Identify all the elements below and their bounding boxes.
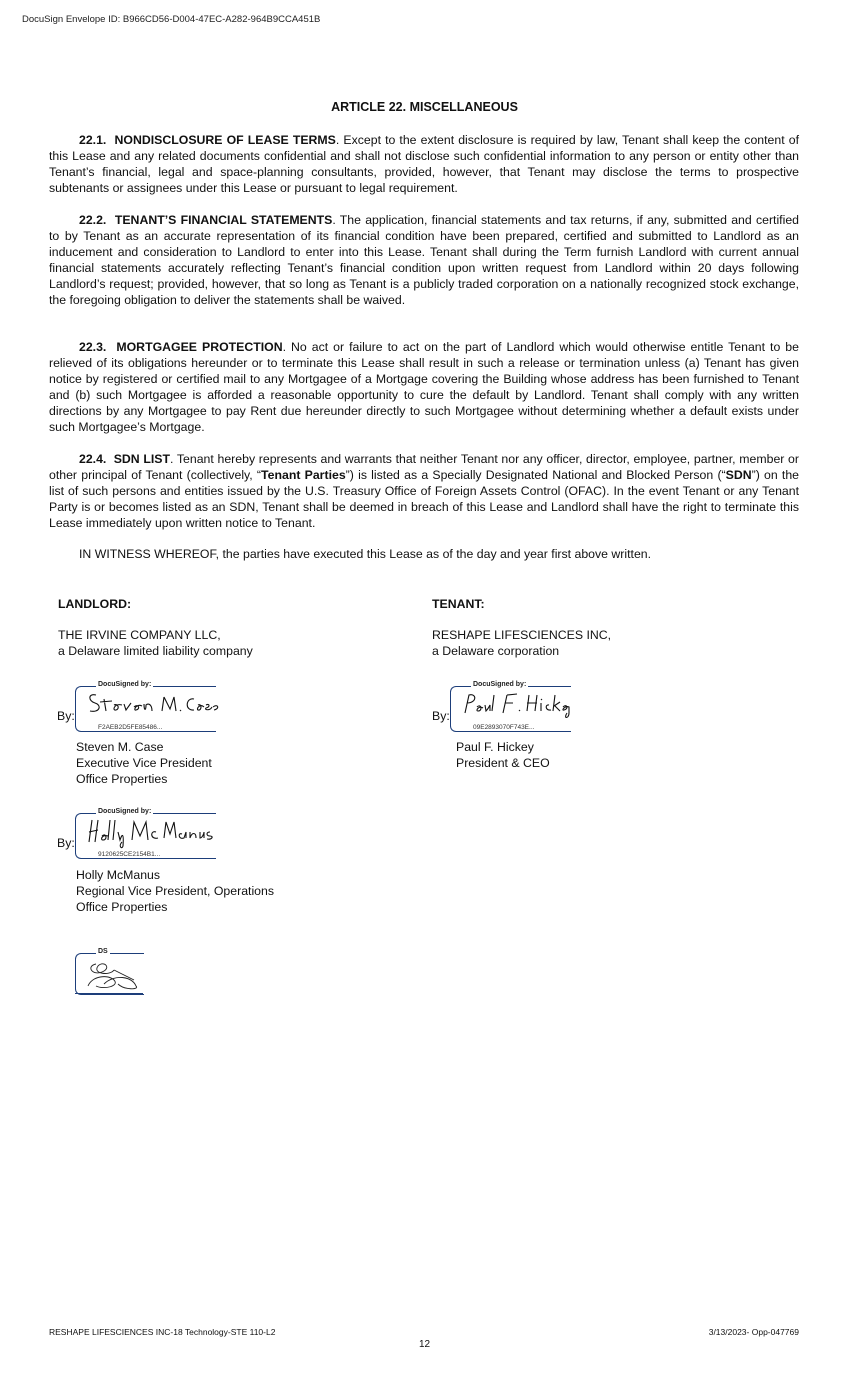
signature-paul-hickey — [461, 689, 571, 719]
initials-tag: DS — [98, 948, 108, 955]
signer-name: Holly McManus — [76, 868, 161, 882]
tenant-signer — [456, 739, 550, 771]
section-heading: MORTGAGEE PROTECTION — [116, 340, 283, 354]
company-name: THE IRVINE COMPANY LLC, — [58, 628, 221, 642]
section-22-1 — [49, 132, 799, 196]
by-label: By: — [57, 709, 75, 723]
by-label: By: — [57, 836, 75, 850]
defined-term: Tenant Parties — [261, 468, 346, 482]
section-heading: SDN LIST — [113, 452, 171, 466]
witness-clause: IN WITNESS WHEREOF, the parties have executed this Lease as of the day and year first above written. — [79, 547, 652, 561]
signer-dept: Office Properties — [76, 900, 168, 914]
section-heading: TENANT’S FINANCIAL STATEMENTS — [114, 213, 333, 227]
signer-name: Paul F. Hickey — [456, 740, 534, 754]
section-heading: NONDISCLOSURE OF LEASE TERMS — [114, 133, 336, 147]
section-number: 22.3. — [79, 340, 107, 354]
section-text: ”) on the list of such persons and entities issued by the U.S. Treasury Office of Foreign Assets Control (OFAC). In the event Tenant or any Tenant Party is or becomes listed as an SDN, Tenant shall be deemed in breach of this Lease and Landlord shall have the right to terminate this Lease immediately upon written notice to Tenant. — [49, 468, 800, 530]
section-number: 22.4. — [79, 452, 107, 466]
envelope-id: DocuSign Envelope ID: B966CD56-D004-47EC-A282-964B9CCA451B — [22, 14, 321, 25]
signer-title: President & CEO — [456, 756, 550, 770]
docusigned-tag: DocuSigned by: — [98, 681, 152, 688]
defined-term: SDN — [725, 468, 752, 482]
page-number: 12 — [418, 1339, 431, 1350]
section-22-4 — [49, 451, 799, 531]
section-22-3 — [49, 339, 799, 435]
signer-name: Steven M. Case — [76, 740, 164, 754]
signature-id: 09E2893070F743E... — [473, 724, 535, 731]
footer-date-opp: 3/13/2023- Opp-047769 — [708, 1327, 799, 1337]
section-number: 22.2. — [79, 213, 107, 227]
docusigned-tag: DocuSigned by: — [98, 808, 152, 815]
section-22-2 — [49, 212, 799, 308]
section-text: . The application, financial statements and tax returns, if any, submitted and certified to by Tenant as an accurate representation of its financial condition have been prepared, certified and submitted to Landlord as an inducement and consideration to Landlord to enter into this Lease. Tenant shall during the Term furnish Landlord with current annual financial statements accurately reflecting Tenant’s financial condition upon written request from Landlord within 20 days following Landlord’s request; provided, however, that so long as Tenant is a publicly traded corporation on a nationally recognized stock exchange, the foregoing obligation to deliver the statements shall be waived. — [49, 213, 800, 307]
article-title: ARTICLE 22. MISCELLANEOUS — [331, 100, 518, 114]
signer-dept: Office Properties — [76, 772, 168, 786]
signature-steven-case — [86, 689, 216, 719]
landlord-signer-1 — [76, 739, 212, 787]
landlord-company — [58, 627, 253, 659]
by-label: By: — [432, 709, 450, 723]
signer-title: Executive Vice President — [76, 756, 212, 770]
signer-title: Regional Vice President, Operations — [76, 884, 275, 898]
docusigned-tag: DocuSigned by: — [473, 681, 527, 688]
signature-id: F2AEB2D5FE85486... — [98, 724, 163, 731]
footer-document-ref: RESHAPE LIFESCIENCES INC-18 Technology-STE 110-L2 — [49, 1327, 276, 1337]
company-type: a Delaware corporation — [432, 644, 560, 658]
initials-underline — [75, 993, 143, 994]
initials-scribble — [84, 956, 144, 992]
section-number: 22.1. — [79, 133, 107, 147]
tenant-label: TENANT: — [432, 597, 485, 611]
signature-id: 9120625CE2154B1... — [98, 851, 161, 858]
signature-holly-mcmanus — [86, 816, 216, 846]
section-text: ”) is listed as a Specially Designated National and Blocked Person (“ — [345, 468, 726, 482]
company-type: a Delaware limited liability company — [58, 644, 253, 658]
landlord-signer-2 — [76, 867, 274, 915]
tenant-company — [432, 627, 611, 659]
section-text: . Except to the extent disclosure is required by law, Tenant shall keep the content of this Lease and any related documents confidential and shall not disclose such confidential information to any person or entity other than Tenant’s financial, legal and space-planning consultants, provided, however, that Tenant may disclose the terms to prospective subtenants or assignees under this Lease or pursuant to legal requirement. — [49, 133, 799, 195]
section-text: . Tenant hereby represents and warrants that neither Tenant nor any officer, director, employee, partner, member or other principal of Tenant (collectively, “ — [49, 452, 799, 482]
landlord-label: LANDLORD: — [58, 597, 132, 611]
company-name: RESHAPE LIFESCIENCES INC, — [432, 628, 612, 642]
section-text: . No act or failure to act on the part of Landlord which would otherwise entitle Tenant to be relieved of its obligations hereunder or to terminate this Lease shall result in such a release or termination unless (a) Tenant has given notice by registered or certified mail to any Mortgagee of a Mortgage covering the Building whose address has been furnished to Tenant and (b) such Mortgagee is afforded a reasonable opportunity to cure the default by Landlord. Tenant shall comply with any written directions by any Mortgagee to pay Rent due hereunder directly to such Mortgagee without determining whether a default exists under such Mortgagee’s Mortgage. — [49, 340, 799, 434]
